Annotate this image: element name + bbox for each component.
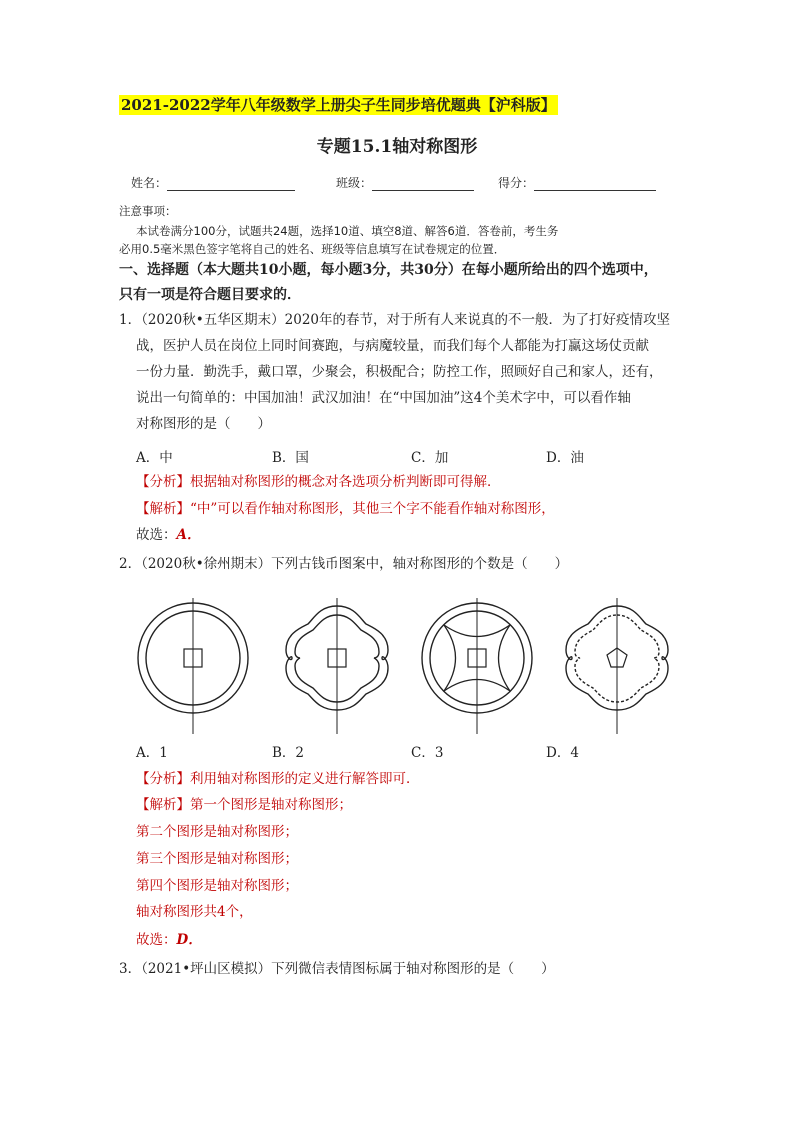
q1-option-a[interactable]: A．中 <box>136 450 173 466</box>
notice-line-2: 必用0.5毫米黑色签字笔将自己的姓名、班级等信息填写在试卷规定的位置． <box>119 242 506 256</box>
name-blank <box>167 178 295 191</box>
name-label: 姓名： <box>131 176 168 190</box>
q1-solution <box>136 496 555 522</box>
q1-option-b[interactable]: B．国 <box>272 450 309 466</box>
coin-figure-3 <box>414 598 540 738</box>
q3-stem: 3．（2021•坪山区模拟）下列微信表情图标属于轴对称图形的是（ ） <box>119 961 555 977</box>
coin-figure-4 <box>554 598 680 738</box>
notice-heading: 注意事项： <box>119 204 177 218</box>
class-field[interactable] <box>336 174 474 191</box>
q2-solution-line-3: 第三个图形是轴对称图形； <box>136 851 298 867</box>
q2-analysis-text: 利用轴对称图形的定义进行解答即可． <box>190 771 420 787</box>
name-field[interactable] <box>131 174 295 191</box>
q2-solution <box>136 792 352 818</box>
q2-solution-line-5: 轴对称图形共4个， <box>136 904 253 920</box>
q2-analysis-tag: 【分析】 <box>136 771 190 787</box>
q1-line-2: 战，医护人员在岗位上同时间赛跑，与病魔较量，而我们每个人都能为打赢这场仗贡献 <box>136 338 649 354</box>
q1-analysis <box>136 469 501 495</box>
q1-line-5: 对称图形的是（ ） <box>136 416 271 432</box>
section-heading-line-1: 一、选择题（本大题共10小题，每小题3分，共30分）在每小题所给出的四个选项中， <box>119 262 658 278</box>
coin-figures <box>130 598 690 738</box>
q2-option-c[interactable]: C．3 <box>411 745 444 761</box>
section-heading-line-2: 只有一项是符合题目要求的． <box>119 287 301 303</box>
q1-line-4: 说出一句简单的：中国加油！武汉加油！在“中国加油”这4个美术字中，可以看作轴 <box>136 390 631 406</box>
score-blank <box>534 178 656 191</box>
q1-solution-text: “中”可以看作轴对称图形，其他三个字不能看作轴对称图形， <box>190 501 555 517</box>
q1-option-c[interactable]: C．加 <box>411 450 449 466</box>
q1-analysis-tag: 【分析】 <box>136 474 190 490</box>
score-label: 得分： <box>498 176 535 190</box>
q2-answer-prefix: 故选： <box>136 932 177 948</box>
q1-line-1: 1．（2020秋•五华区期末）2020年的春节，对于所有人来说真的不一般．为了打好疫情攻坚 <box>119 312 671 328</box>
series-header: 2021-2022学年八年级数学上册尖子生同步培优题典【沪科版】 <box>121 96 556 114</box>
q2-solution-line-4: 第四个图形是轴对称图形； <box>136 878 298 894</box>
q2-solution-tag: 【解析】 <box>136 797 190 813</box>
q2-stem: 2．（2020秋•徐州期末）下列古钱币图案中，轴对称图形的个数是（ ） <box>119 556 569 572</box>
coin-figure-1 <box>130 598 256 738</box>
class-label: 班级： <box>336 176 373 190</box>
q2-solution-line-1: 第一个图形是轴对称图形； <box>190 797 352 813</box>
q1-option-d[interactable]: D．油 <box>546 450 584 466</box>
q1-line-3: 一份力量．勤洗手，戴口罩，少聚会，积极配合；防控工作，照顾好自己和家人，还有， <box>136 364 663 380</box>
q2-analysis <box>136 766 420 792</box>
score-field[interactable] <box>498 174 656 191</box>
q1-answer <box>136 522 200 548</box>
q1-answer-value: A． <box>176 527 201 543</box>
page-title: 专题15.1轴对称图形 <box>316 137 478 157</box>
q1-answer-prefix: 故选： <box>136 527 177 543</box>
q2-solution-line-2: 第二个图形是轴对称图形； <box>136 824 298 840</box>
q2-option-d[interactable]: D．4 <box>546 745 579 761</box>
class-blank <box>372 178 474 191</box>
q2-option-b[interactable]: B．2 <box>272 745 305 761</box>
q1-analysis-text: 根据轴对称图形的概念对各选项分析判断即可得解． <box>190 474 501 490</box>
coin-figure-2 <box>274 598 400 738</box>
q2-answer <box>136 927 202 953</box>
q2-answer-value: D． <box>176 932 202 948</box>
q1-solution-tag: 【解析】 <box>136 501 190 517</box>
q2-option-a[interactable]: A．1 <box>136 745 168 761</box>
notice-line-1: 本试卷满分100分，试题共24题，选择10道、填空8道、解答6道．答卷前，考生务 <box>136 224 559 238</box>
